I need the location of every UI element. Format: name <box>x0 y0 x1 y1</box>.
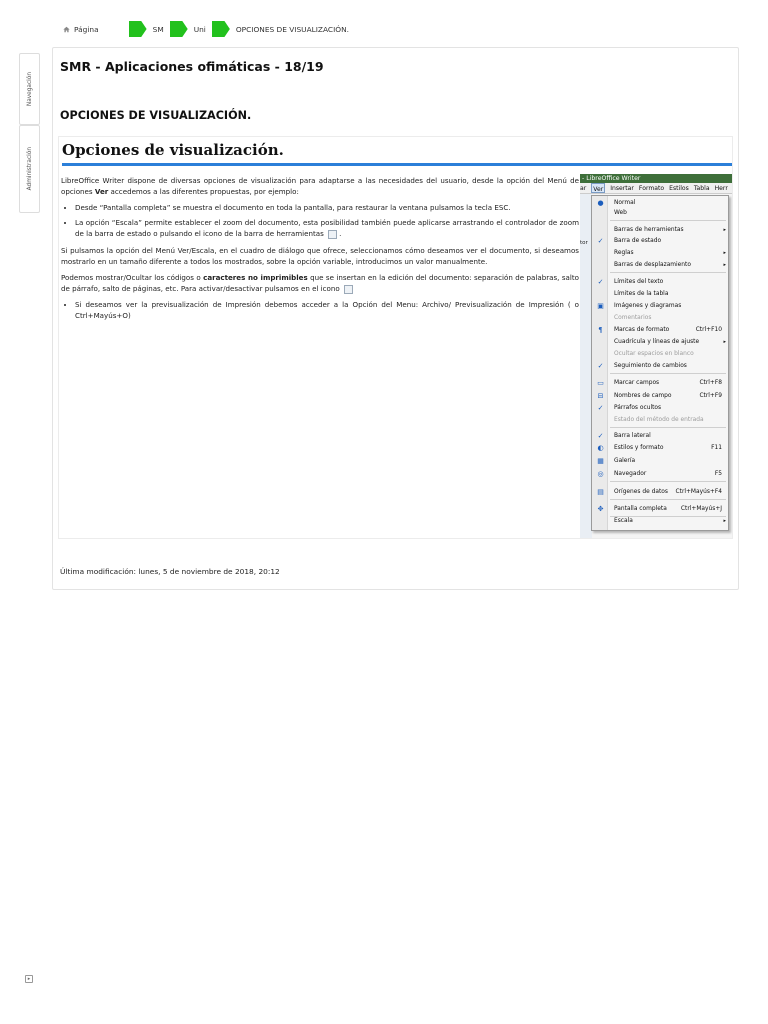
paragraph-nonprinting-text: Podemos mostrar/Ocultar los códigos o <box>61 273 204 282</box>
lo-strip-label: tor <box>580 240 588 246</box>
lo-menu-entry <box>592 415 730 426</box>
page-content <box>58 136 733 539</box>
tab-administration[interactable] <box>19 125 40 213</box>
side-tabs <box>19 53 40 213</box>
breadcrumb <box>63 20 355 38</box>
lo-menu-entry <box>592 378 730 389</box>
lo-menu-entry <box>592 260 730 271</box>
lo-menu-entry-label: Barra de estado <box>614 238 662 244</box>
last-modified: Última modificación: lunes, 5 de noviembre de 2018, 20:12 <box>60 567 280 576</box>
lo-menu-entry-label: Comentarios <box>614 315 652 321</box>
gallery-icon: ▦ <box>597 457 604 465</box>
lo-menu-entry-shortcut: Ctrl+F10 <box>695 327 722 333</box>
lo-menu-separator <box>610 272 726 273</box>
field-icon: ▭ <box>597 379 604 387</box>
lo-menu-entry <box>592 301 730 312</box>
check-icon: ✓ <box>597 432 604 440</box>
lo-menu-entry <box>592 337 730 348</box>
page-body <box>61 175 579 327</box>
lo-menu-item: Formato <box>638 185 665 192</box>
styles-icon: ◐ <box>597 444 604 452</box>
lo-menu-item: Herr <box>714 185 728 192</box>
lo-menu-entry-shortcut: Ctrl+Mayús+F4 <box>675 489 722 495</box>
lo-menu-entry-label: Estado del método de entrada <box>614 417 704 423</box>
lo-menu-entry-label: Nombres de campo <box>614 393 672 399</box>
lo-menu-entry <box>592 469 730 480</box>
list-item-scale-text: La opción “Escala” permite establecer el zoom del documento, esta posibilidad también puede aplicarse arrastrando el controlador de zoom de la barra de estado o pulsando el icono de la barra de herramientas <box>75 218 579 238</box>
options-list <box>61 202 579 239</box>
breadcrumb-item-sm[interactable]: SM <box>152 24 164 34</box>
lo-menu-separator <box>610 220 726 221</box>
lo-menu-entry-label: Barra lateral <box>614 433 651 439</box>
breadcrumb-separator-icon <box>170 21 188 37</box>
lo-menu-entry-label: Límites de la tabla <box>614 291 669 297</box>
image-icon: ▣ <box>597 302 604 310</box>
pilcrow-icon: ¶ <box>598 326 603 334</box>
tab-administration-label: Administración <box>26 147 33 191</box>
lo-menu-entry-label: Límites del texto <box>614 279 664 285</box>
lo-menu-entry <box>592 236 730 247</box>
lo-menu-separator <box>610 427 726 428</box>
list-item-print-preview: • Si deseamos ver la previsualización de Impresión debemos acceder a la Opción del Menu: Archivo/ Previsualización de Impresión ( o Ctrl+Mayús+O) <box>75 299 579 321</box>
breadcrumb-separator-icon <box>212 21 230 37</box>
print-preview-list <box>61 299 579 321</box>
submenu-arrow-icon: ▸ <box>723 250 726 256</box>
lo-menu-entry <box>592 208 730 219</box>
lo-menu-separator <box>610 499 726 500</box>
radio-dot-icon: ● <box>597 199 604 207</box>
tab-navigation-label: Navegación <box>26 71 33 107</box>
lo-menu-item: ar <box>580 185 587 192</box>
lo-menu-item-ver: Ver <box>591 183 605 193</box>
paragraph-intro-text-2: de opciones <box>61 176 579 196</box>
check-icon: ✓ <box>597 278 604 286</box>
submenu-arrow-icon: ▸ <box>723 227 726 233</box>
paragraph-nonprinting-text-2: que se insertan en la edición del documento: separación de palabras, salto de párrafo, salto de páginas, etc. Para activar/desactivar pulsamos en el icono <box>61 273 579 293</box>
lo-menu-entry <box>592 456 730 467</box>
lo-menu-entry <box>592 487 730 498</box>
lo-menu-entry-label: Párrafos ocultos <box>614 405 662 411</box>
zoom-icon <box>328 230 337 239</box>
lo-menu-entry-shortcut: Ctrl+F8 <box>699 380 722 386</box>
lo-menu-entry-label: Estilos y formato <box>614 445 664 451</box>
lo-menu-item: Tabla <box>693 185 710 192</box>
breadcrumb-home[interactable] <box>63 25 99 34</box>
lo-menu-entry <box>592 361 730 372</box>
lo-menu-entry-label: Ocultar espacios en blanco <box>614 351 694 357</box>
submenu-arrow-icon: ▸ <box>723 339 726 345</box>
section-title: OPCIONES DE VISUALIZACIÓN. <box>60 109 252 122</box>
lo-view-dropdown <box>591 195 729 531</box>
lo-menu-entry-label: Seguimiento de cambios <box>614 363 687 369</box>
breadcrumb-item-current: OPCIONES DE VISUALIZACIÓN. <box>235 24 349 34</box>
lo-menu-entry <box>592 349 730 360</box>
field-names-icon: ⊟ <box>597 392 604 400</box>
paragraph-intro-text-3: accedemos a las diferentes propuestas, por ejemplo: <box>108 187 299 196</box>
lo-menu-entry-label: Web <box>614 210 627 216</box>
lo-menu-entry <box>592 403 730 414</box>
lo-menu-separator <box>610 373 726 374</box>
data-sources-icon: ▤ <box>597 488 604 496</box>
lo-menu-entry <box>592 325 730 336</box>
lo-menu-entry-label: Galería <box>614 458 636 464</box>
fullscreen-icon: ✥ <box>597 505 604 513</box>
formatting-marks-icon <box>344 285 353 294</box>
breadcrumb-item-uni[interactable]: Uni <box>193 24 206 34</box>
lo-menu-entry <box>592 248 730 259</box>
lo-menu-entry-label: Barras de herramientas <box>614 227 684 233</box>
list-item-scale-end: . <box>339 229 342 238</box>
check-icon: ✓ <box>597 237 604 245</box>
lo-menu-item: Estilos <box>669 185 689 192</box>
lo-menu-entry <box>592 431 730 442</box>
main-card <box>52 47 739 590</box>
lo-menu-entry <box>592 225 730 236</box>
breadcrumb-separator-icon <box>129 21 147 37</box>
lo-menu-entry-label: Navegador <box>614 471 647 477</box>
list-item-fullscreen: • Desde “Pantalla completa” se muestra el documento en toda la pantalla, para restaurar la ventana pulsamos la tecla ESC. <box>75 202 579 213</box>
course-title: SMR - Aplicaciones ofimáticas - 18/19 <box>60 59 324 74</box>
lo-menu-entry-label: Orígenes de datos <box>614 489 668 495</box>
check-icon: ✓ <box>597 362 604 370</box>
lo-menu-entry-shortcut: Ctrl+Mayús+J <box>680 506 722 512</box>
lo-menu-entry <box>592 313 730 324</box>
submenu-arrow-icon: ▸ <box>723 262 726 268</box>
tab-navigation[interactable] <box>19 53 40 125</box>
lo-menu-entry-shortcut: F11 <box>711 445 722 451</box>
lo-menu-entry <box>592 443 730 454</box>
lo-menu-entry-label: Cuadrícula y líneas de ajuste <box>614 339 700 345</box>
lo-menu-entry <box>592 516 730 527</box>
paragraph-scale-dialog: Si pulsamos la opción del Menú Ver/Escala, en el cuadro de diálogo que ofrece, seleccionamos cómo deseamos ver el documento, si deseamos mostrarlo en un tamaño diferente a todos los mostrados, sobre la opción variable, introducimos un valor manualmente. <box>61 246 579 266</box>
lo-menu-separator <box>610 481 726 482</box>
check-icon: ✓ <box>597 404 604 412</box>
lo-menu-entry-label: Normal <box>614 200 636 206</box>
lo-menu-entry-label: Imágenes y diagramas <box>614 303 682 309</box>
lo-menu-entry <box>592 391 730 402</box>
page-heading: Opciones de visualización. <box>62 141 733 166</box>
breadcrumb-home-label: Página <box>74 24 99 34</box>
lo-menu-item: Insertar <box>610 185 634 192</box>
lo-menu-entry-label: Marcas de formato <box>614 327 670 333</box>
lo-menu-entry <box>592 504 730 515</box>
lo-menu-entry-label: Pantalla completa <box>614 506 667 512</box>
paragraph-nonprinting <box>61 272 579 294</box>
lo-titlebar: - LibreOffice Writer <box>580 174 733 183</box>
lo-menu-entry-shortcut: Ctrl+F9 <box>699 393 722 399</box>
lo-menu-entry-label: Escala <box>614 518 633 524</box>
footer-doc-icon[interactable]: ▸ <box>25 975 33 983</box>
list-item-scale <box>75 217 579 239</box>
paragraph-intro <box>61 175 579 197</box>
paragraph-intro-text: LibreOffice Writer dispone de diversas opciones de visualización para adaptarse a las necesidades del usuario, desde la opción del Menú <box>61 176 567 185</box>
lo-menu-entry <box>592 277 730 288</box>
lo-menubar <box>580 183 733 194</box>
lo-menu-entry <box>592 289 730 300</box>
lo-menu-entry-label: Marcar campos <box>614 380 660 386</box>
navigator-icon: ◎ <box>597 470 604 478</box>
submenu-arrow-icon: ▸ <box>723 518 726 524</box>
paragraph-intro-bold: Ver <box>94 187 109 196</box>
libreoffice-menu-screenshot <box>580 174 733 539</box>
lo-menu-entry-shortcut: F5 <box>714 471 722 477</box>
lo-menu-entry-label: Reglas <box>614 250 634 256</box>
home-icon <box>63 26 70 33</box>
lo-menu-entry-label: Barras de desplazamiento <box>614 262 691 268</box>
paragraph-nonprinting-bold: caracteres no imprimibles <box>203 273 308 282</box>
